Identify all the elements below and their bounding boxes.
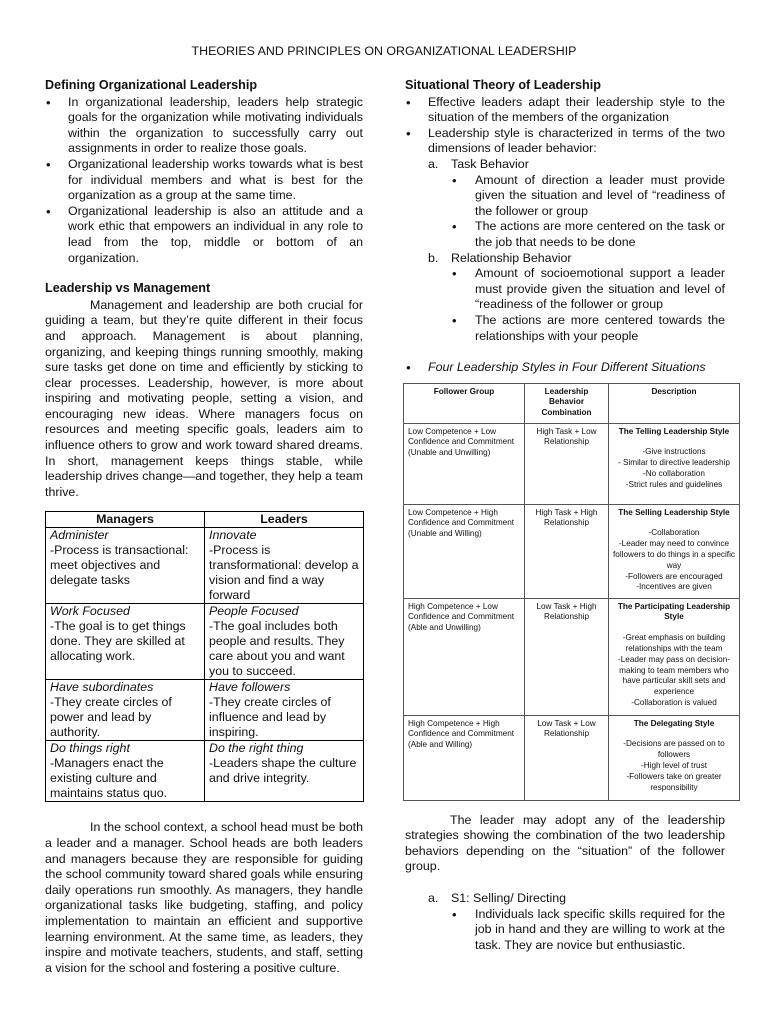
table-row [46,741,364,802]
description-header: Description [609,383,740,423]
task-behavior-bullets [451,173,725,251]
list-label: a. [428,156,439,171]
behavior-combination-cell: High Task + Low Relationship [525,423,609,504]
situational-bullet-1: • Effective leaders adapt their leadership style to the situation of the members of the organization [405,95,725,126]
follower-group-header: Follower Group [404,383,525,423]
relationship-behavior-title: Relationship Behavior [451,250,572,265]
follower-group-cell: High Competence + Low Confidence and Commitment (Able and Unwilling) [404,598,525,715]
cell-text: -They create circles of power and lead by authority. [50,695,172,740]
cell-text: -Leaders shape the culture and drive integrity. [209,756,357,786]
leaders-header: Leaders [205,512,364,528]
cell-text: -They create circles of influence and lead by inspiring. [209,695,331,740]
style-name: The Telling Leadership Style [618,426,730,436]
s1-bullets [451,907,725,954]
cell-title: Have followers [209,680,291,695]
cell-title: Do things right [50,741,130,756]
table-cell [205,528,364,604]
table-header-row [46,512,364,528]
situational-bullet-2 [405,126,725,157]
task-behavior-bullet-2: • The actions are more centered on the task or the job that needs to be done [451,219,725,250]
desc-line: -High level of trust [641,761,707,771]
adopt-paragraph: The leader may adopt any of the leadership strategies showing the combination of the two leadership behaviors depending on the “situation” of the follower group. [405,812,725,874]
task-behavior-bullet-1: • Amount of direction a leader must provide given the situation and level of “readiness of the follower or group [451,173,725,220]
table-row [404,504,740,598]
desc-line: -Followers take on greater responsibility [626,771,722,792]
table-cell [205,741,364,802]
desc-line: -Strict rules and guidelines [625,479,723,489]
managers-header: Managers [46,512,205,528]
cell-title: People Focused [209,604,299,619]
desc-line: -Collaboration is valued [631,698,717,708]
behavior-combination-cell: High Task + High Relationship [525,504,609,598]
managers-leaders-table [45,511,364,802]
table-row [404,598,740,715]
cell-text: -The goal is to get things done. They are skilled at allocating work. [50,619,186,664]
table-cell [46,741,205,802]
desc-line: -Followers are encouraged [625,571,723,581]
page-title: THEORIES AND PRINCIPLES ON ORGANIZATIONAL LEADERSHIP [191,44,577,58]
table-cell [205,604,364,680]
situational-list [405,95,725,157]
defining-bullet-3: • Organizational leadership is also an attitude and a work ethic that empowers an individual in any role to lead from the top, middle or bottom of an organization. [45,204,363,266]
desc-line: -Leader may pass on decision-making to team members who have particular skill sets and experience [618,654,730,697]
styles-header-row [404,383,740,423]
situational-heading: Situational Theory of Leadership [405,78,601,92]
table-cell [46,680,205,741]
description-cell [609,598,740,715]
desc-line: - Similar to directive leadership [618,458,730,468]
cell-title: Work Focused [50,604,130,619]
list-label: a. [428,891,439,906]
cell-title: Do the right thing [209,741,304,756]
cell-text: -Managers enact the existing culture and maintains status quo. [50,756,168,801]
cell-title: Administer [50,528,109,543]
strategies-list [405,891,725,953]
follower-group-cell: Low Competence + Low Confidence and Commitment (Unable and Unwilling) [404,423,525,504]
task-behavior-item [405,157,725,251]
desc-line: -Collaboration [648,528,700,538]
table-cell [46,528,205,604]
s1-title: S1: Selling/ Directing [451,891,567,906]
defining-heading: Defining Organizational Leadership [45,78,258,92]
table-cell [205,680,364,741]
table-row [46,528,364,604]
table-row [404,715,740,800]
lvm-heading: Leadership vs Management [45,281,211,296]
desc-line: -Great emphasis on building relationships with the team [622,633,726,654]
style-name: The Participating Leadership Style [617,601,731,622]
four-styles-list [405,360,725,376]
cell-title: Have subordinates [50,680,154,695]
desc-line: -Leader may need to convince followers to do things in a specific way [613,539,735,570]
s1-bullet: • Individuals lack specific skills required for the job in hand and they are willing to work at the task. They are novice but enthusiastic. [451,907,725,954]
s1-item [405,891,725,953]
desc-line: -No collaboration [643,469,705,479]
relationship-behavior-bullet-2: • The actions are more centered towards the relationships with your people [451,313,725,344]
behavior-combination-cell: Low Task + High Relationship [525,598,609,715]
table-row [404,423,740,504]
leadership-styles-table [403,383,740,801]
relationship-behavior-bullets [451,266,725,344]
table-row [46,680,364,741]
cell-text: -The goal includes both people and results. They care about you and want you to succeed. [209,619,345,679]
desc-line: -Incentives are given [636,582,712,592]
behavior-combination-header: Leadership Behavior Combination [525,383,609,423]
desc-line: -Give instructions [642,447,706,457]
cell-title: Innovate [209,528,257,543]
task-behavior-title: Task Behavior [451,156,529,171]
school-paragraph: In the school context, a school head must be both a leader and a manager. School heads are both leaders and managers because they are responsible for guiding the school community toward shared goals while ensuring daily operations run smoothly. As managers, they handle organizational tasks like budgeting, staffing, and policy implementation to maintain an efficient and supportive learning environment. At the same time, as leaders, they inspire and motivate teachers, students, and staff, setting a vision for the school and fostering a positive culture. [45,820,363,975]
cell-text: -Process is transformational: develop a vision and find a way forward [209,543,359,603]
relationship-behavior-item [405,251,725,345]
left-column [45,78,363,976]
behavior-dimensions-list [405,157,725,344]
table-cell [46,604,205,680]
relationship-behavior-bullet-1: • Amount of socioemotional support a leader must provide given the situation and level of “readiness of the follower or group [451,266,725,313]
list-label: b. [428,250,439,265]
style-name: The Selling Leadership Style [618,507,730,517]
cell-text: -Process is transactional: meet objectives and delegate tasks [50,543,189,588]
style-name: The Delegating Style [633,718,715,728]
table-row [46,604,364,680]
defining-bullet-1: • In organizational leadership, leaders help strategic goals for the organization while motivating individuals within the organization to successfully carry out assignments in order to realize those goals. [45,95,363,157]
description-cell [609,715,740,800]
behavior-combination-cell: Low Task + Low Relationship [525,715,609,800]
right-column [405,78,735,953]
description-cell [609,504,740,598]
desc-line: -Decisions are passed on to followers [623,739,725,760]
defining-list [45,95,363,267]
lvm-paragraph: Management and leadership are both crucial for guiding a team, but they’re quite different in their focus and approach. Management is about planning, organizing, and keeping things running smoothly, making sure tasks get done on time and efficiently by sticking to clear processes. Leadership, however, is more about inspiring and motivating people, setting a vision, and encouraging new ideas. Where managers focus on resources and meeting specific goals, leaders aim to influence others to grow and work toward shared dreams. In short, management keeps things stable, while leadership drives change—and together, they help a team thrive. [45,297,363,499]
description-cell [609,423,740,504]
four-styles-heading: • Four Leadership Styles in Four Different Situations [405,360,725,376]
follower-group-cell: High Competence + High Confidence and Commitment (Able and Willing) [404,715,525,800]
follower-group-cell: Low Competence + High Confidence and Commitment (Unable and Willing) [404,504,525,598]
defining-bullet-2: • Organizational leadership works towards what is best for individual members and what is best for the organization as a group at the same time. [45,157,363,204]
situational-bullet-2-text: Leadership style is characterized in terms of the two dimensions of leader behavior: [428,125,725,156]
